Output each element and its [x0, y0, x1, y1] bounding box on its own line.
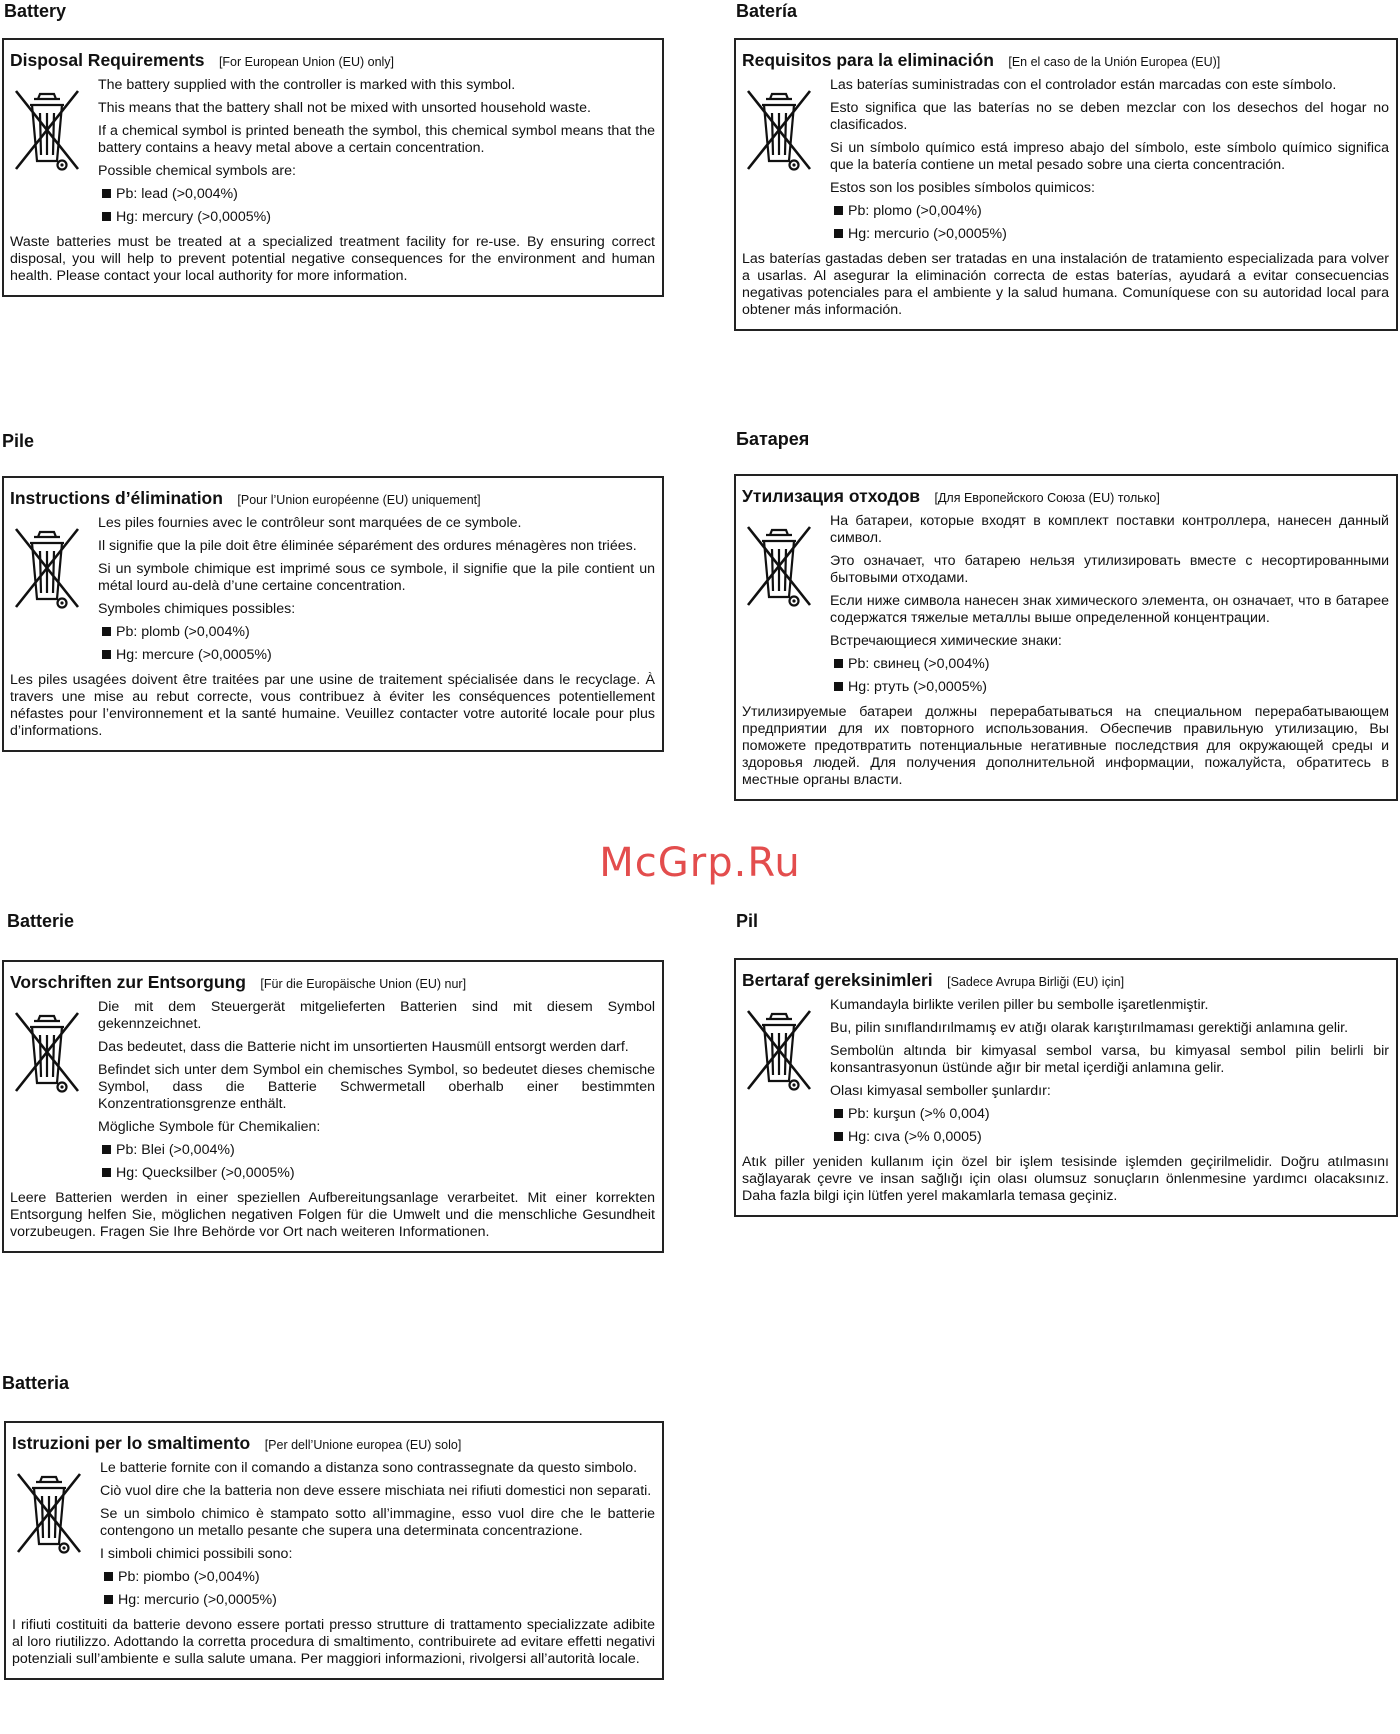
box-footer: Les piles usagées doivent être traitées par une usine de traitement spécialisée dans le recyclage. À travers une mise au rebut correcte, vous contribuez à éviter les conséquences potentiellement néfastes pour l’environnement et la santé humaine. Veuillez contacter votre autorité locale pour plus d’informations.	[10, 672, 655, 739]
chemical-item-lead: Pb: свинец (>0,004%)	[834, 656, 1389, 673]
chemical-item-mercury: Hg: cıva (>% 0,0005)	[834, 1129, 1389, 1146]
box-title: Vorschriften zur Entsorgung	[10, 972, 246, 992]
paragraph-no-mixing: This means that the battery shall not be mixed with unsorted household waste.	[98, 100, 591, 116]
section-heading: Batterie	[7, 911, 75, 931]
box-note: [En el caso de la Unión Europea (EU)]	[1008, 55, 1221, 69]
section-heading: Batería	[736, 1, 798, 21]
paragraph-symbol-marked: Les piles fournies avec le contrôleur sont marquées de ce symbole.	[98, 515, 522, 531]
box-note: [Für die Europäische Union (EU) nur]	[260, 977, 467, 991]
box-note: [Sadece Avrupa Birliği (EU) için]	[947, 975, 1125, 989]
chemical-item-lead: Pb: Blei (>0,004%)	[102, 1142, 655, 1159]
paragraph-symbol-marked: Kumandayla birlikte verilen piller bu sembolle işaretlenmiştir.	[830, 997, 1209, 1013]
chemical-item-mercury: Hg: mercury (>0,0005%)	[102, 209, 655, 226]
box-text	[98, 77, 655, 232]
crossed-bin-icon	[742, 77, 830, 175]
box-text	[830, 77, 1389, 249]
paragraph-symbol-marked: The battery supplied with the controller is marked with this symbol.	[98, 77, 516, 93]
box-text	[98, 515, 655, 670]
paragraph-possible-symbols: I simboli chimici possibili sono:	[100, 1546, 293, 1562]
box-text	[98, 999, 655, 1188]
paragraph-no-mixing: Das bedeutet, dass die Batterie nicht im unsortierten Hausmüll entsorgt werden darf.	[98, 1039, 629, 1055]
box-body	[742, 997, 1389, 1152]
paragraph-possible-symbols: Olası kimyasal semboller şunlardır:	[830, 1083, 1051, 1099]
crossed-bin-icon	[12, 1460, 100, 1558]
box-text	[100, 1460, 655, 1615]
disposal-box-es	[734, 38, 1398, 331]
paragraph-no-mixing: Ciò vuol dire che la batteria non deve essere mischiata nei rifiuti domestici non separati.	[100, 1483, 652, 1499]
box-note: [Per dell’Unione europea (EU) solo]	[264, 1438, 462, 1452]
box-footer: Las baterías gastadas deben ser tratadas en una instalación de tratamiento especializada para volver a usarlas. Al asegurar la eliminación correcta de estas baterías, ayudará a evitar consecuencias negativas potenciales para el ambiente y la salud humana. Comuníquese con su autoridad local para obtener más información.	[742, 251, 1389, 318]
chemical-item-mercury: Hg: mercure (>0,0005%)	[102, 647, 655, 664]
box-header	[12, 1433, 655, 1454]
paragraph-no-mixing: Esto significa que las baterías no se deben mezclar con los desechos del hogar no clasificados.	[830, 100, 1389, 133]
crossed-bin-graphic	[742, 85, 816, 175]
box-title: Bertaraf gereksinimleri	[742, 970, 933, 990]
box-body	[742, 77, 1389, 249]
paragraph-symbol-marked: Die mit dem Steuergerät mitgelieferten Batterien sind mit diesem Symbol gekennzeichnet.	[98, 999, 655, 1032]
paragraph-chemical-symbol: Befindet sich unter dem Symbol ein chemisches Symbol, so bedeutet dieses chemische Symbol, dass die Batterie Schwermetall oberhalb einer bestimmten Konzentrationsgrenze enthält.	[98, 1062, 655, 1112]
box-title: Istruzioni per lo smaltimento	[12, 1433, 251, 1453]
box-title: Instructions d’élimination	[10, 488, 223, 508]
chemical-item-lead: Pb: lead (>0,004%)	[102, 186, 655, 203]
disposal-box-fr	[2, 476, 664, 752]
paragraph-no-mixing: Bu, pilin sınıflandırılmamış ev atığı olarak karıştırılmaması gerektiği anlamına gelir.	[830, 1020, 1349, 1036]
chemical-item-mercury: Hg: ртуть (>0,0005%)	[834, 679, 1389, 696]
box-body	[12, 1460, 655, 1615]
paragraph-symbol-marked: Las baterías suministradas con el controlador están marcadas con este símbolo.	[830, 77, 1337, 93]
box-header	[742, 486, 1389, 507]
box-text	[830, 997, 1389, 1152]
crossed-bin-graphic	[742, 521, 816, 611]
paragraph-possible-symbols: Встречающиеся химические знаки:	[830, 633, 1062, 649]
crossed-bin-icon	[10, 515, 98, 613]
disposal-box-tr	[734, 958, 1398, 1217]
disposal-box-de	[2, 960, 664, 1253]
crossed-bin-icon	[742, 513, 830, 611]
section-heading: Batteria	[2, 1373, 70, 1393]
box-title: Утилизация отходов	[742, 486, 921, 506]
paragraph-possible-symbols: Possible chemical symbols are:	[98, 163, 296, 179]
box-body	[10, 515, 655, 670]
paragraph-symbol-marked: Le batterie fornite con il comando a distanza sono contrassegnate da questo simbolo.	[100, 1460, 638, 1476]
chemical-item-mercury: Hg: mercurio (>0,0005%)	[834, 226, 1389, 243]
crossed-bin-graphic	[10, 1007, 84, 1097]
box-header	[742, 50, 1389, 71]
crossed-bin-graphic	[10, 523, 84, 613]
chemical-item-lead: Pb: plomo (>0,004%)	[834, 203, 1389, 220]
box-title: Disposal Requirements	[10, 50, 205, 70]
paragraph-chemical-symbol: Sembolün altında bir kimyasal sembol varsa, bu kimyasal sembol pilin belirli bir konsantrasyonun üstünde ağır bir metal içerdiği anlamına gelir.	[830, 1043, 1389, 1076]
crossed-bin-icon	[742, 997, 830, 1095]
paragraph-chemical-symbol: Si un símbolo químico está impreso abajo del símbolo, este símbolo químico significa que la batería contiene un metal pesado sobre una cierta concentración.	[830, 140, 1389, 173]
paragraph-possible-symbols: Symboles chimiques possibles:	[98, 601, 296, 617]
chemical-item-lead: Pb: piombo (>0,004%)	[104, 1569, 655, 1586]
box-header	[742, 970, 1389, 991]
disposal-box-ru	[734, 474, 1398, 801]
chemical-item-mercury: Hg: Quecksilber (>0,0005%)	[102, 1165, 655, 1182]
box-body	[10, 999, 655, 1188]
paragraph-symbol-marked: На батареи, которые входят в комплект поставки контроллера, нанесен данный символ.	[830, 513, 1389, 546]
box-note: [Pour l’Union européenne (EU) uniquement]	[237, 493, 481, 507]
watermark: McGrp.Ru	[599, 840, 801, 886]
paragraph-possible-symbols: Mögliche Symbole für Chemikalien:	[98, 1119, 321, 1135]
box-footer: Leere Batterien werden in einer speziellen Aufbereitungsanlage verarbeitet. Mit einer korrekten Entsorgung helfen Sie, möglichen negativen Folgen für die Umwelt und die menschliche Gesundheit vorzubeugen. Fragen Sie Ihre Behörde vor Ort nach weiteren Informationen.	[10, 1190, 655, 1240]
disposal-box-en	[2, 38, 664, 297]
box-footer: Waste batteries must be treated at a specialized treatment facility for re-use. By ensuring correct disposal, you will help to prevent potential negative consequences for the environment and human health. Please contact your local authority for more information.	[10, 234, 655, 284]
chemical-item-lead: Pb: plomb (>0,004%)	[102, 624, 655, 641]
chemical-item-lead: Pb: kurşun (>% 0,004)	[834, 1106, 1389, 1123]
crossed-bin-icon	[10, 999, 98, 1097]
paragraph-chemical-symbol: Se un simbolo chimico è stampato sotto all’immagine, esso vuol dire che le batterie contengono un metallo pesante che supera una determinata concentrazione.	[100, 1506, 655, 1539]
box-note: [Для Европейского Союза (EU) только]	[934, 491, 1160, 505]
paragraph-no-mixing: Это означает, что батарею нельзя утилизировать вместе с несортированными бытовыми отходами.	[830, 553, 1389, 586]
chemical-item-mercury: Hg: mercurio (>0,0005%)	[104, 1592, 655, 1609]
box-header	[10, 50, 655, 71]
section-heading: Батарея	[736, 429, 810, 449]
crossed-bin-graphic	[742, 1005, 816, 1095]
section-heading: Pile	[2, 431, 35, 451]
paragraph-possible-symbols: Estos son los posibles símbolos quimicos:	[830, 180, 1095, 196]
box-header	[10, 972, 655, 993]
paragraph-chemical-symbol: Если ниже символа нанесен знак химического элемента, он означает, что в батарее содержатся тяжелые металлы выше определенной концентрации.	[830, 593, 1389, 626]
box-text	[830, 513, 1389, 702]
section-heading: Pil	[736, 911, 759, 931]
box-header	[10, 488, 655, 509]
paragraph-chemical-symbol: Si un symbole chimique est imprimé sous ce symbole, il signifie que la pile contient un métal lourd au-delà d’une certaine concentration.	[98, 561, 655, 594]
box-note: [For European Union (EU) only]	[218, 55, 395, 69]
box-footer: Утилизируемые батареи должны перерабатываться на специальном перерабатывающем предприятии для их повторного использования. Обеспечив правильную утилизацию, Вы поможете предотвратить потенциальные негативные последствия для окружающей среды и здоровья людей. Для получения дополнительной информации, пожалуйста, обратитесь в местные органы власти.	[742, 704, 1389, 788]
box-footer: Atık piller yeniden kullanım için özel bir işlem tesisinde işlemden geçirilmelidir. Doğru atılmasını sağlayarak çevre ve insan sağlığı için olası olumsuz sonuçların önlenmesine yardımcı olacaksınız. Daha fazla bilgi için lütfen yerel makamlarla temasa geçiniz.	[742, 1154, 1389, 1204]
disposal-box-it	[4, 1421, 664, 1680]
box-body	[742, 513, 1389, 702]
crossed-bin-graphic	[12, 1468, 86, 1558]
paragraph-no-mixing: Il signifie que la pile doit être éliminée séparément des ordures ménagères non triées.	[98, 538, 637, 554]
paragraph-chemical-symbol: If a chemical symbol is printed beneath the symbol, this chemical symbol means that the battery contains a heavy metal above a certain concentration.	[98, 123, 655, 156]
crossed-bin-graphic	[10, 85, 84, 175]
box-footer: I rifiuti costituiti da batterie devono essere portati presso strutture di trattamento specializzate adibite al loro riutilizzo. Adottando la corretta procedura di smaltimento, contribuirete ad evitare effetti negativi potenziali sull’ambiente e sulla salute umana. Per maggiori informazioni, rivolgersi all’autorità locale.	[12, 1617, 655, 1667]
section-heading: Battery	[4, 1, 67, 21]
crossed-bin-icon	[10, 77, 98, 175]
box-title: Requisitos para la eliminación	[742, 50, 994, 70]
box-body	[10, 77, 655, 232]
